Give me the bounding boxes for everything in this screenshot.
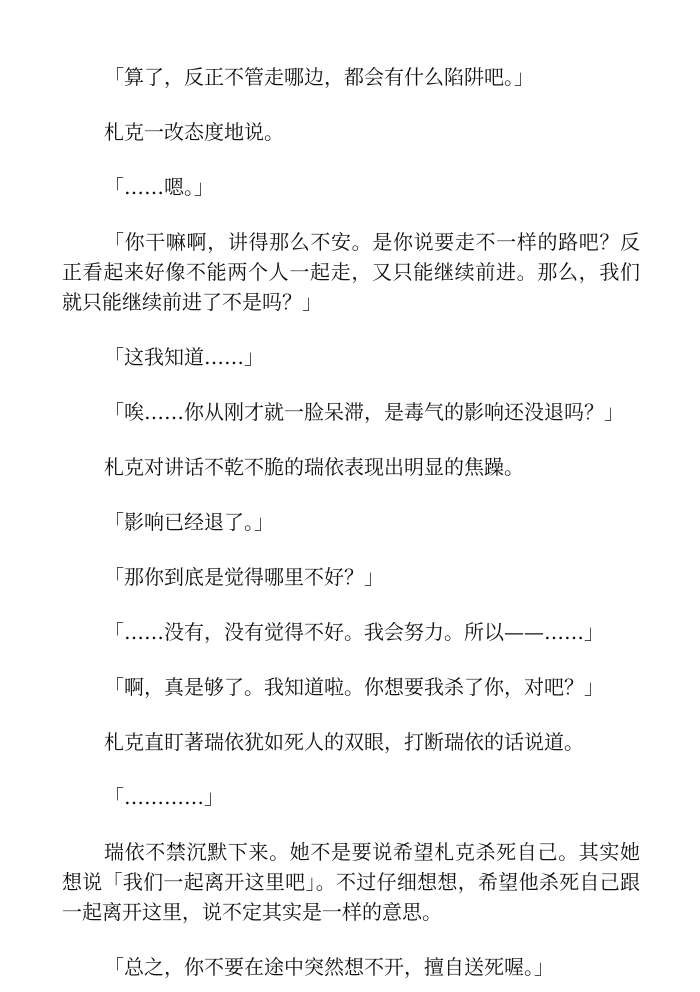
paragraph: 「……嗯。」 xyxy=(104,175,214,199)
paragraph: 「……没有，没有觉得不好。我会努力。所以——……」 xyxy=(104,620,604,644)
paragraph: 「影响已经退了。」 xyxy=(104,510,274,534)
paragraph: 「算了，反正不管走哪边，都会有什么陷阱吧。」 xyxy=(104,65,534,89)
paragraph: 「啊，真是够了。我知道啦。你想要我杀了你，对吧？」 xyxy=(104,675,604,699)
paragraph: 「你干嘛啊，讲得那么不安。是你说要走不一样的路吧？反正看起来好像不能两个人一起走，又只能继续前进。那么，我们就只能继续前进了不是吗？」 xyxy=(62,230,640,314)
paragraph: 「唉……你从刚才就一脸呆滞，是毒气的影响还没退吗？」 xyxy=(104,400,624,424)
paragraph: 札克一改态度地说。 xyxy=(104,120,284,144)
document-page xyxy=(62,62,640,982)
paragraph: 「这我知道……」 xyxy=(104,345,264,369)
paragraph: 「那你到底是觉得哪里不好？」 xyxy=(104,565,384,589)
paragraph: 「总之，你不要在途中突然想不开，擅自送死喔。」 xyxy=(104,955,554,979)
paragraph: 札克对讲话不乾不脆的瑞依表现出明显的焦躁。 xyxy=(104,455,524,479)
paragraph: 札克直盯著瑞依犹如死人的双眼，打断瑞依的话说道。 xyxy=(104,730,584,754)
paragraph: 瑞依不禁沉默下来。她不是要说希望札克杀死自己。其实她想说「我们一起离开这里吧」。不过仔细想想，希望他杀死自己跟一起离开这里，说不定其实是一样的意思。 xyxy=(62,840,640,924)
paragraph: 「…………」 xyxy=(104,785,224,809)
